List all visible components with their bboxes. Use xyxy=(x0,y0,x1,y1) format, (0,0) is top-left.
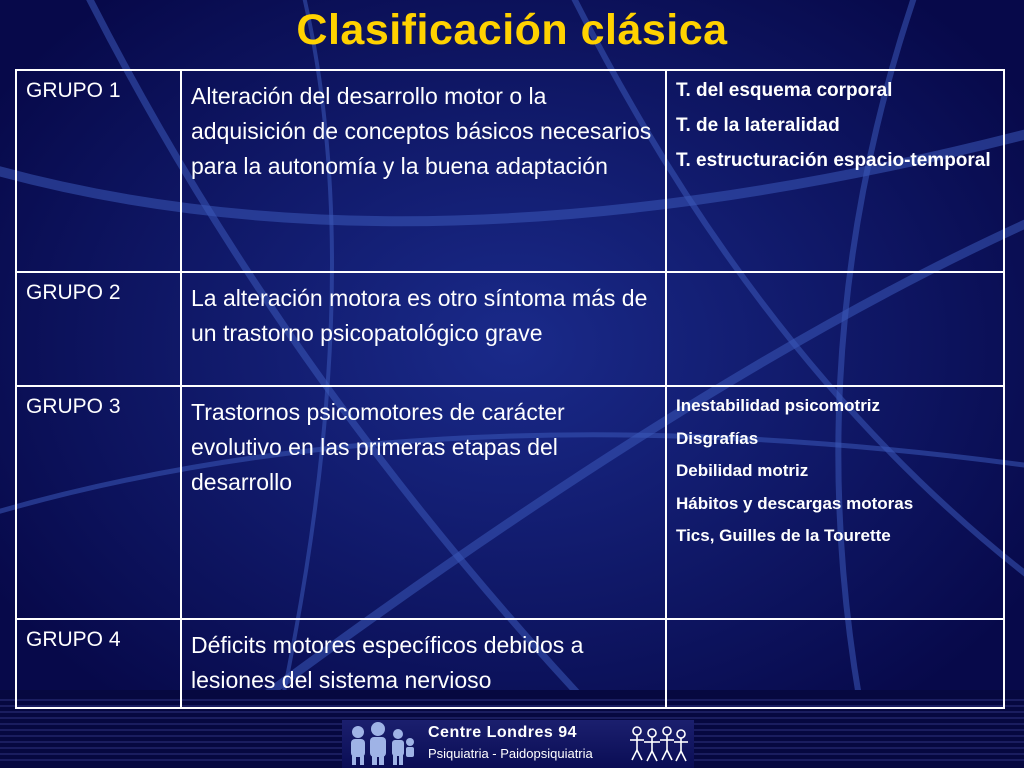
note-item: Inestabilidad psicomotriz xyxy=(676,396,881,415)
footer-name: Centre Londres 94 xyxy=(428,724,577,741)
children-drawing-icon xyxy=(628,724,690,764)
note-item: T. estructuración espacio-temporal xyxy=(676,150,991,171)
table-row xyxy=(16,619,1004,708)
note-item: Disgrafías xyxy=(676,428,759,448)
table-row xyxy=(16,386,1004,619)
group-label: GRUPO 2 xyxy=(16,272,181,386)
group-description: Trastornos psicomotores de carácter evolutivo en las primeras etapas del desarrollo xyxy=(181,386,666,619)
note-item: Tics, Guilles de la Tourette xyxy=(676,526,891,545)
group-label: GRUPO 1 xyxy=(16,70,181,272)
note-item: Hábitos y descargas motoras xyxy=(676,493,914,513)
classification-table xyxy=(15,69,1005,709)
note-item: Debilidad motriz xyxy=(676,461,809,480)
group-description: Déficits motores específicos debidos a lesiones del sistema nervioso xyxy=(181,619,666,708)
slide-title: Clasificación clásica xyxy=(296,6,728,54)
table-row xyxy=(16,272,1004,386)
footer-subtitle: Psiquiatria - Paidopsiquiatria xyxy=(428,746,593,761)
footer-banner xyxy=(342,720,694,768)
table-row xyxy=(16,70,1004,272)
group-notes xyxy=(666,70,1004,272)
group-description: Alteración del desarrollo motor o la adquisición de conceptos básicos necesarios para la autonomía y la buena adaptación xyxy=(181,70,666,272)
group-label: GRUPO 3 xyxy=(16,386,181,619)
group-notes xyxy=(666,272,1004,386)
note-item: T. de la lateralidad xyxy=(676,115,840,136)
group-notes xyxy=(666,386,1004,619)
group-label: GRUPO 4 xyxy=(16,619,181,708)
note-item: T. del esquema corporal xyxy=(676,80,893,101)
group-description: La alteración motora es otro síntoma más de un trastorno psicopatológico grave xyxy=(181,272,666,386)
family-figures-icon xyxy=(346,722,416,766)
group-notes xyxy=(666,619,1004,708)
